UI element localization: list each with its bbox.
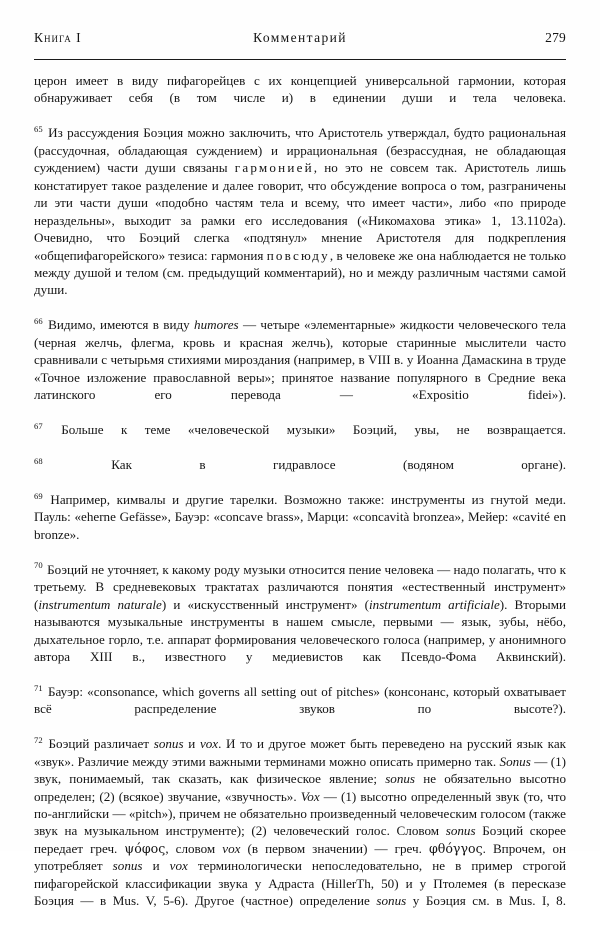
body-text-column [34,72,566,927]
latin-term: instrumentum artificiale [369,596,500,612]
greek-term: ψόφος [124,840,166,856]
running-head-section-title: Комментарий [253,30,347,45]
footnote-70: $^{70}$ Боэций не уточняет, к какому роду музыки относится пение человека — надо полагать, что к третьему. В средневековых трактатах различаются понятия «естественный инструмент» (instrumentum naturale) и «искусственный инструмент» (instrumentum artificiale). Вторыми называются музыкальные инструменты в нашем смысле, первыми — язык, зубы, нёбо, дыхательное горло, т.е. аппарат формирования человеческого голоса (например, у анонимного автора XIII в., известного у медиевистов как Псевдо-Фома Аквинский). [34,560,567,664]
footnote-66: $^{66}$ Видимо, имеются в виду humores — четыре «элементарные» жидкости человеческого тела (черная желчь, флегма, кровь и красная желчь), которые старинные мыслители часто сравнивали с четырьмя стихиями мироздания (например, в VIII в. у Иоанна Дамаскина в труде «Точное изложение православной веры»; принятое название популярного в Средние века латинского его перевода — «Expositio fidei»). [34,315,566,403]
latin-term: humores [194,317,239,333]
latin-term: sonus [385,771,416,787]
footnote-72: $^{72}$ Боэций различает sonus и vox. И то и другое может быть переведено на русский язык как «звук». Различие между этими важными терминами можно описать примерно так. Sonus — (1) звук, понимаемый, так сказать, как физическое явление; sonus не обязательно высотно определен; (2) (всякое) звучание, «звучность». Vox — (1) высотно определенный звук (то, что по-английски — «pitch»), причем не обязательно произведенный человеческим голосом (также звук на музыкальном инструменте); (2) человеческий голос. Словом sonus Боэций скорее передает греч. ψόφος, словом vox (в первом значении) — греч. φθόγγος. Впрочем, он употребляет sonus и vox терминологически непоследовательно, не в пример строгой пифагорейской классификации звука у Адраста (HillerTh, 50) и у Птолемея (в пересказе Боэция — в Mus. V, 5-6). Другое (частное) определение sonus у Боэция см. в Mus. I, 8. [34,734,567,909]
latin-term: sonus [376,893,407,909]
latin-term: Sonus [499,753,531,769]
footnote-marker-71: 71 [34,682,43,693]
footnote-marker-67: 67 [34,420,43,431]
running-head [34,30,566,52]
footnote-65: $^{65}$ Из рассуждения Боэция можно заключить, что Аристотель утверждал, будто рациональная (рассудочная, обладающая суждением) и иррациональная (безрассудная, не обладающая суждением) части души связаны гармонией, но это не совсем так. Аристотель лишь констатирует такое разделение и далее говорит, что обсуждение вопроса о том, разграничены ли эти части души «подобно частям тела и всему, что имеет части», либо «по природе нераздельны», выходит за рамки его исследования («Никомахова этика» 1, 13.1102a). Очевидно, что Боэций слегка «подтянул» мнение Аристотеля для подкрепления «общепифагорейского» тезиса: гармония повсюду, в человеке же она наблюдается не только между душой и телом (см. предыдущий комментарий), но и между различным частями самой души. [34,124,567,298]
continued-paragraph: церон имеет в виду пифагорейцев с их концепцией универсальной гармонии, которая обнаруживает себя (в том числе и) в единении души и тела человека. [34,73,566,106]
footnote-marker-70: 70 [34,560,43,571]
footnote-marker-66: 66 [34,315,43,326]
emphasis-letterspaced: повсюду [266,247,330,263]
footnote-marker-69: 69 [34,490,43,501]
latin-term: vox [199,736,219,752]
footnote-69: $^{69}$ Например, кимвалы и другие тарелки. Возможно также: инструменты из гнутой меди. Пауль: «eherne Gefässe», Бауэр: «concave brass», Марци: «concavità bronzea», Мейер: «cavité en bronze». [34,490,566,542]
latin-term: sonus [445,823,476,839]
running-head-book-label: Книга I [34,30,82,45]
latin-term: Vox [300,788,320,804]
latin-term: sonus [153,736,184,752]
latin-term: instrumentum naturale [38,596,162,612]
footnote-marker-65: 65 [34,124,43,134]
footnote-marker-68: 68 [34,455,43,466]
latin-term: vox [169,858,188,874]
footnote-71: $^{71}$ Бауэр: «consonance, which governs all setting out of pitches» (консонанс, который охватывает всё распределение звуков по высоте?). [34,682,566,717]
footnote-68: $^{68}$ Как в гидравлосе (водяном органе). [34,455,566,472]
footnote-list [34,124,566,927]
footnote-marker-72: 72 [34,734,43,745]
footnote-67: $^{67}$ Больше к теме «человеческой музыки» Боэций, увы, не возвращается. [34,420,566,438]
page-number: 279 [545,30,566,45]
latin-term: sonus [112,858,143,874]
greek-term: φθόγγος [428,840,483,856]
header-rule [34,59,566,60]
latin-term: vox [222,840,241,856]
emphasis-letterspaced: гармонией [234,160,314,176]
